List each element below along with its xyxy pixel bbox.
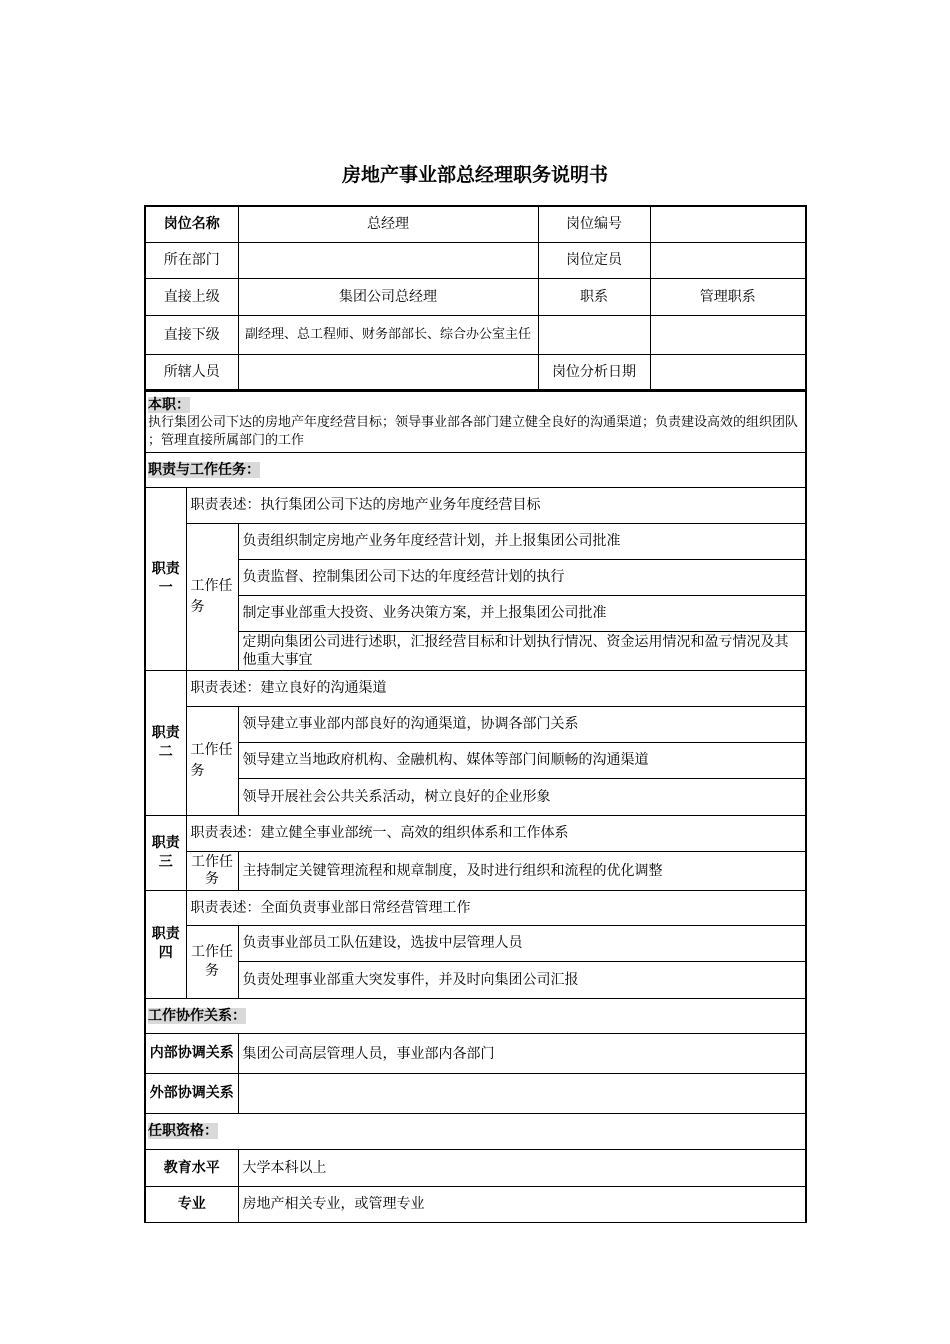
task-item: 定期向集团公司进行述职，汇报经营目标和计划执行情况、资金运用情况和盈亏情况及其他重大事宜 <box>238 631 805 670</box>
major-label: 专业 <box>146 1186 238 1222</box>
staff-value <box>238 354 538 389</box>
responsibilities-header <box>146 453 805 488</box>
task-item: 负责组织制定房地产业务年度经营计划，并上报集团公司批准 <box>238 523 805 559</box>
task-item: 制定事业部重大投资、业务决策方案，并上报集团公司批准 <box>238 595 805 631</box>
task-item: 主持制定关键管理流程和规章制度，及时进行组织和流程的优化调整 <box>238 851 805 890</box>
qualification-label: 任职资格： <box>148 1123 218 1140</box>
superior-value: 集团公司总经理 <box>238 278 538 315</box>
quota-value <box>650 242 805 278</box>
task-item: 负责监督、控制集团公司下达的年度经营计划的执行 <box>238 559 805 595</box>
header-table <box>146 207 805 390</box>
responsibilities-label: 职责与工作任务： <box>148 461 260 478</box>
external-label: 外部协调关系 <box>146 1074 238 1114</box>
dept-value <box>238 242 538 278</box>
duty-text: 执行集团公司下达的房地产年度经营目标；领导事业部各部门建立健全良好的沟通渠道；负责建设高效的组织团队 ；管理直接所属部门的工作 <box>148 414 799 448</box>
subordinate-value: 副经理、总工程师、财务部部长、综合办公室主任 <box>238 315 538 354</box>
external-value <box>238 1074 805 1114</box>
superior-label: 直接上级 <box>146 278 238 315</box>
empty-cell <box>538 315 650 354</box>
responsibility-1-task-label: 工作任务 <box>186 523 238 670</box>
dept-label: 所在部门 <box>146 242 238 278</box>
series-label: 职系 <box>538 278 650 315</box>
responsibility-2-desc: 职责表述：建立良好的沟通渠道 <box>186 670 805 706</box>
empty-cell <box>650 315 805 354</box>
responsibility-4-name: 职责四 <box>146 890 186 998</box>
task-item: 领导开展社会公共关系活动，树立良好的企业形象 <box>238 778 805 815</box>
subordinate-label: 直接下级 <box>146 315 238 354</box>
qualification-header <box>146 1114 805 1149</box>
responsibility-3-desc: 职责表述：建立健全事业部统一、高效的组织体系和工作体系 <box>186 815 805 851</box>
duty-section <box>146 390 805 453</box>
responsibility-4-desc: 职责表述：全面负责事业部日常经营管理工作 <box>186 890 805 925</box>
major-value: 房地产相关专业，或管理专业 <box>238 1186 805 1222</box>
responsibility-1-desc: 职责表述：执行集团公司下达的房地产业务年度经营目标 <box>186 487 805 523</box>
task-item: 领导建立事业部内部良好的沟通渠道，协调各部门关系 <box>238 706 805 742</box>
page-title: 房地产事业部总经理职务说明书 <box>341 164 608 186</box>
analysis-date-label: 岗位分析日期 <box>538 354 650 389</box>
post-name-label: 岗位名称 <box>146 207 238 242</box>
cooperation-header <box>146 999 805 1034</box>
post-no-label: 岗位编号 <box>538 207 650 242</box>
post-no-value <box>650 207 805 242</box>
responsibility-2-task-label: 工作任务 <box>186 706 238 815</box>
internal-value: 集团公司高层管理人员，事业部内各部门 <box>238 1034 805 1074</box>
series-value: 管理职系 <box>650 278 805 315</box>
education-value: 大学本科以上 <box>238 1149 805 1186</box>
task-item: 领导建立当地政府机构、金融机构、媒体等部门间顺畅的沟通渠道 <box>238 742 805 778</box>
task-item: 负责处理事业部重大突发事件，并及时向集团公司汇报 <box>238 961 805 998</box>
staff-label: 所辖人员 <box>146 354 238 389</box>
responsibility-2-name: 职责二 <box>146 670 186 815</box>
responsibility-3-task-label: 工作任务 <box>186 851 238 890</box>
cooperation-table <box>146 999 805 1115</box>
post-name-value: 总经理 <box>238 207 538 242</box>
analysis-date-value <box>650 354 805 389</box>
cooperation-label: 工作协作关系： <box>148 1007 246 1024</box>
internal-label: 内部协调关系 <box>146 1034 238 1074</box>
responsibilities-table <box>146 453 805 999</box>
education-label: 教育水平 <box>146 1149 238 1186</box>
responsibility-1-name: 职责一 <box>146 487 186 670</box>
task-item: 负责事业部员工队伍建设，选拔中层管理人员 <box>238 925 805 961</box>
duty-label: 本职： <box>148 396 190 413</box>
duty-cell <box>146 391 805 453</box>
job-description-form <box>144 205 807 1223</box>
qualification-table <box>146 1114 805 1223</box>
responsibility-4-task-label: 工作任务 <box>186 925 238 998</box>
quota-label: 岗位定员 <box>538 242 650 278</box>
responsibility-3-name: 职责三 <box>146 815 186 890</box>
